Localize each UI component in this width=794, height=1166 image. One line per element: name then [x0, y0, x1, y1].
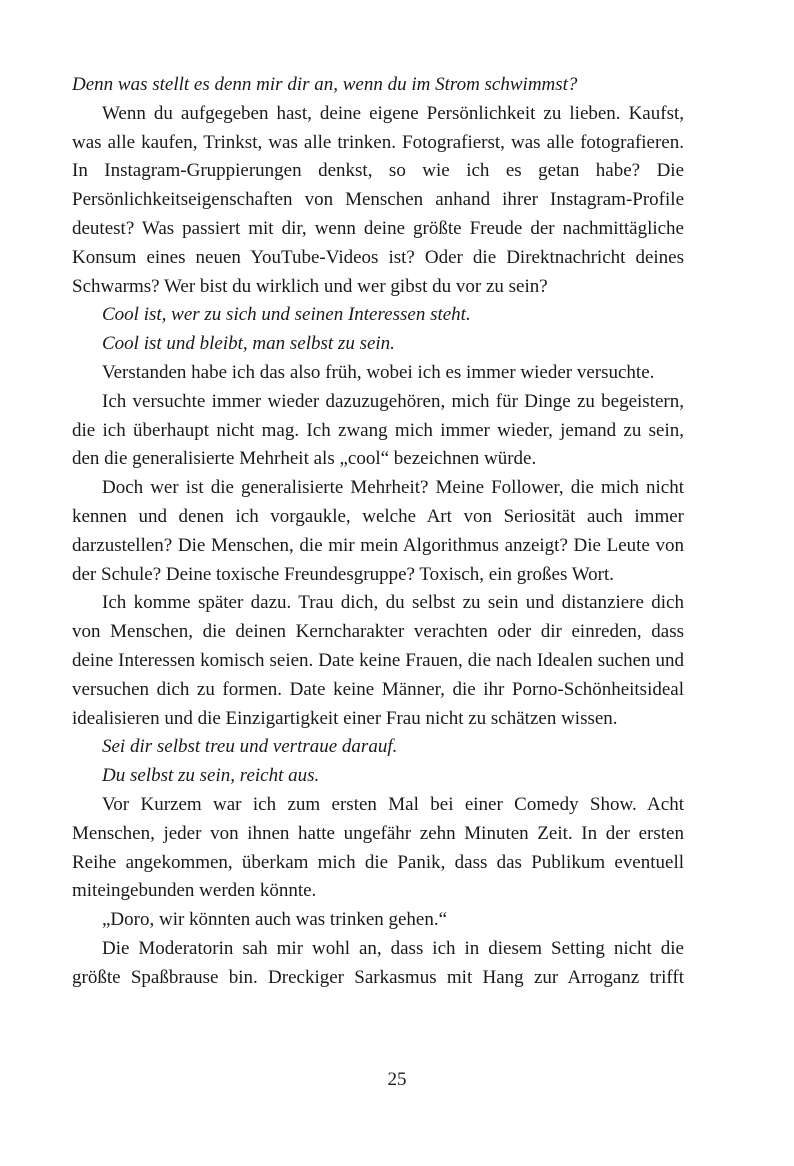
paragraph-8: Ich komme später dazu. Trau dich, du selbst zu sein und distanziere dich von Menschen, die deinen Kerncharakter verachten oder dir einreden, dass deine Interessen komisch seien. Date keine Frauen, die nach Idealen suchen und versuchen dich zu formen. Date keine Männer, die ihr Porno-Schönheitsideal idealisieren und die Einzigartigkeit einer Frau nicht zu schätzen wissen.: [72, 592, 684, 729]
page-number: 25: [387, 1069, 407, 1090]
paragraph-7: Doch wer ist die generalisierte Mehrheit? Meine Follower, die mich nicht kennen und denen ich vorgaukle, welche Art von Seriosität auch immer darzustellen? Die Menschen, die mir mein Algorithmus anzeigt? Die Leute von der Schule? Deine toxische Freundesgruppe? Toxisch, ein großes Wort.: [72, 477, 684, 585]
paragraph-2: Wenn du aufgegeben hast, deine eigene Persönlichkeit zu lieben. Kaufst, was alle kaufen, Trinkst, was alle trinken. Fotografierst, was alle fotografieren. In Instagram-Gruppierungen denkst, so wie ich es getan habe? Die Persönlichkeitseigenschaften von Menschen anhand ihrer Instagram-Profile deutest? Was passiert mit dir, wenn deine größte Freude der nachmittägliche Konsum eines neuen YouTube-Videos ist? Oder die Direktnachricht deines Schwarms? Wer bist du wirklich und wer gibst du vor zu sein?: [72, 102, 684, 297]
paragraph-1: Denn was stellt es denn mir dir an, wenn du im Strom schwimmst?: [72, 74, 578, 95]
paragraph-9: Sei dir selbst treu und vertraue darauf.: [102, 736, 398, 758]
paragraph-11: Vor Kurzem war ich zum ersten Mal bei einer Comedy Show. Acht Menschen, jeder von ihnen hatte ungefähr zehn Minuten Zeit. In der ersten Reihe angekommen, überkam mich die Panik, dass das Publikum eventuell miteingebunden werden könnte.: [72, 793, 684, 902]
paragraph-4: Cool ist und bleibt, man selbst zu sein.: [102, 333, 395, 355]
paragraph-6: Ich versuchte immer wieder dazuzugehören, mich für Dinge zu begeistern, die ich überhaupt nicht mag. Ich zwang mich immer wieder, jemand zu sein, den die generalisierte Mehrheit als „cool“ bezeichnen würde.: [72, 390, 684, 470]
body-text: [72, 71, 684, 993]
paragraph-13: Die Moderatorin sah mir wohl an, dass ich in diesem Setting nicht die größte Spaßbrause bin. Dreckiger Sarkasmus mit Hang zur Arroganz trifft: [72, 937, 684, 988]
paragraph-12: „Doro, wir könnten auch was trinken gehen.“: [102, 909, 448, 931]
paragraph-3: Cool ist, wer zu sich und seinen Interessen steht.: [102, 304, 471, 326]
paragraph-5: Verstanden habe ich das also früh, wobei ich es immer wieder versuchte.: [102, 361, 655, 383]
paragraph-10: Du selbst zu sein, reicht aus.: [102, 765, 320, 787]
